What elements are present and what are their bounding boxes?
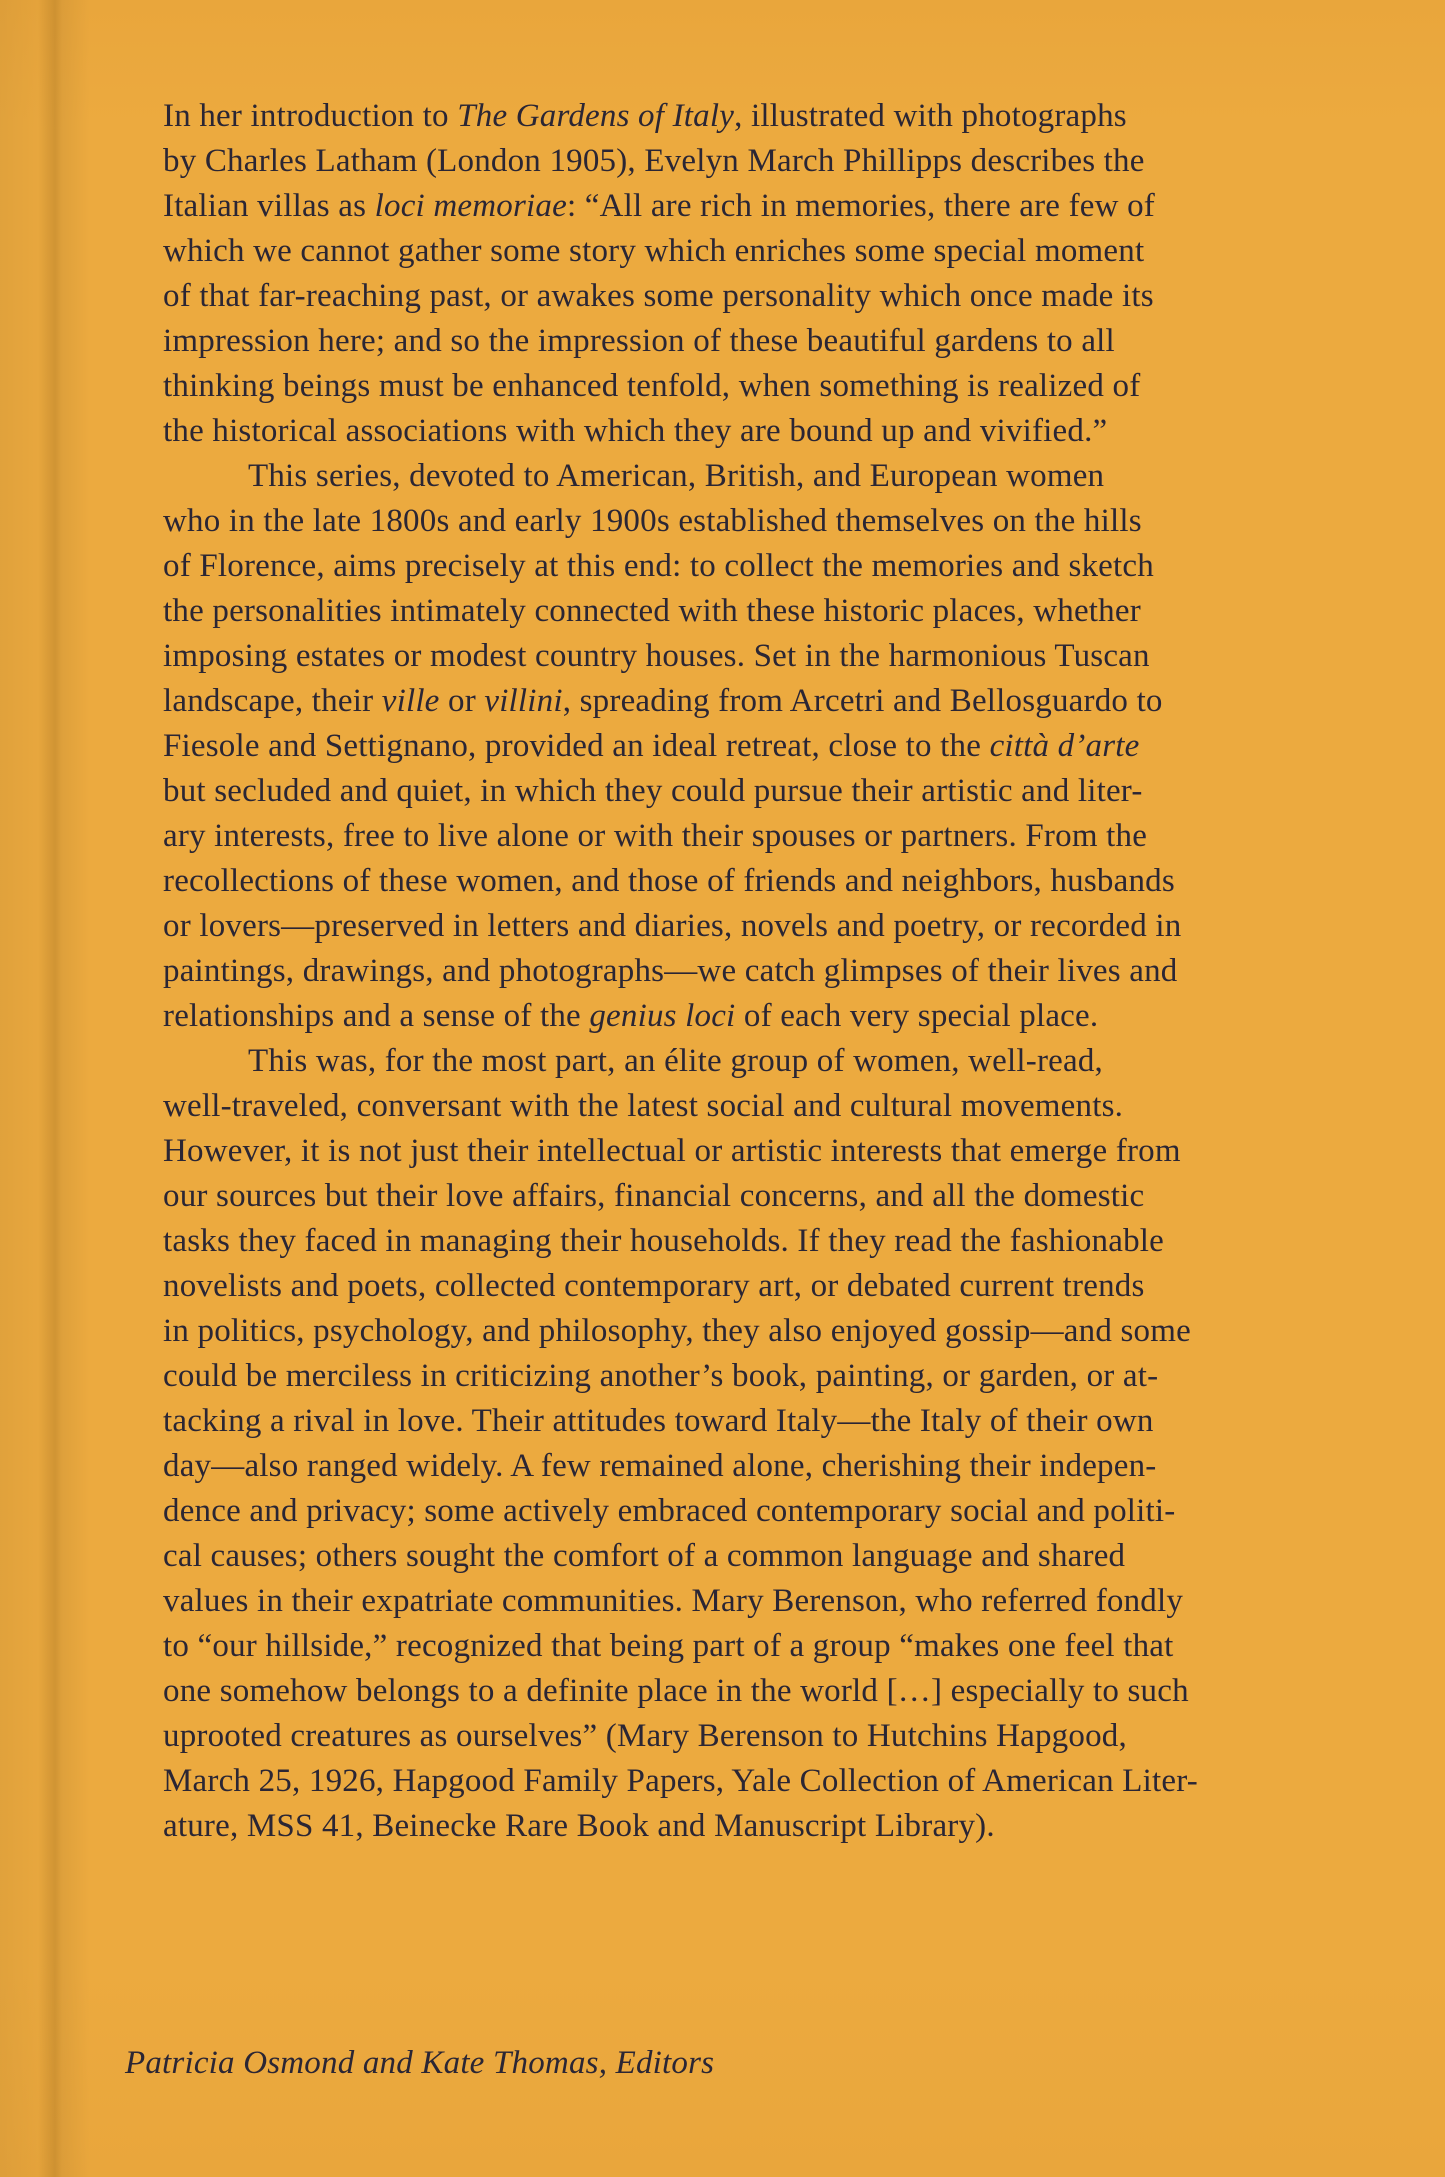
- text-segment: landscape, their: [163, 683, 382, 719]
- italic-text: genius loci: [589, 998, 736, 1034]
- text-line: [163, 499, 1353, 544]
- text-segment: in politics, psychology, and philosophy, they also enjoyed gossip—and some: [163, 1313, 1191, 1349]
- text-line: [163, 1534, 1353, 1579]
- text-segment: to “our hillside,” recognized that being part of a group “makes one feel that: [163, 1628, 1174, 1664]
- text-segment: uprooted creatures as ourselves” (Mary Berenson to Hutchins Hapgood,: [163, 1718, 1127, 1754]
- text-line: [163, 814, 1353, 859]
- text-segment: which we cannot gather some story which enriches some special moment: [163, 233, 1145, 269]
- paragraph: [163, 454, 1353, 1039]
- text-segment: day—also ranged widely. A few remained alone, cherishing their indepen-: [163, 1448, 1157, 1484]
- italic-text: The Gardens of Italy: [457, 98, 735, 134]
- text-segment: or: [439, 683, 485, 719]
- text-segment: March 25, 1926, Hapgood Family Papers, Yale Collection of American Liter-: [163, 1763, 1198, 1799]
- text-line: [163, 544, 1353, 589]
- text-line: [163, 589, 1353, 634]
- text-line: [163, 1579, 1353, 1624]
- text-line: [163, 319, 1353, 364]
- text-line: [163, 1354, 1353, 1399]
- text-line: [163, 409, 1353, 454]
- text-line: [163, 274, 1353, 319]
- text-line: [163, 1804, 1353, 1849]
- text-segment: impression here; and so the impression of these beautiful gardens to all: [163, 323, 1115, 359]
- text-segment: our sources but their love affairs, financial concerns, and all the domestic: [163, 1178, 1145, 1214]
- text-line: [163, 1759, 1353, 1804]
- text-segment: ature, MSS 41, Beinecke Rare Book and Manuscript Library).: [163, 1808, 995, 1844]
- text-segment: the personalities intimately connected with these historic places, whether: [163, 593, 1141, 629]
- text-line: [163, 229, 1353, 274]
- text-line: [163, 724, 1353, 769]
- text-segment: who in the late 1800s and early 1900s established themselves on the hills: [163, 503, 1142, 539]
- italic-text: ville: [381, 683, 440, 719]
- text-line: [163, 139, 1353, 184]
- text-segment: tacking a rival in love. Their attitudes toward Italy—the Italy of their own: [163, 1403, 1154, 1439]
- text-segment: imposing estates or modest country houses. Set in the harmonious Tuscan: [163, 638, 1150, 674]
- text-segment: thinking beings must be enhanced tenfold, when something is realized of: [163, 368, 1141, 404]
- text-segment: Italian villas as: [163, 188, 375, 224]
- text-segment: tasks they faced in managing their households. If they read the fashionable: [163, 1223, 1165, 1259]
- text-segment: novelists and poets, collected contemporary art, or debated current trends: [163, 1268, 1145, 1304]
- text-line: [163, 1669, 1353, 1714]
- text-line: [163, 634, 1353, 679]
- text-segment: could be merciless in criticizing another’s book, painting, or garden, or at-: [163, 1358, 1159, 1394]
- text-segment: recollections of these women, and those of friends and neighbors, husbands: [163, 863, 1175, 899]
- text-segment: : “All are rich in memories, there are few of: [566, 188, 1156, 224]
- text-segment: , spreading from Arcetri and Bellosguardo to: [562, 683, 1163, 719]
- text-segment: However, it is not just their intellectual or artistic interests that emerge from: [163, 1133, 1181, 1169]
- text-segment: ary interests, free to live alone or with their spouses or partners. From the: [163, 818, 1148, 854]
- paragraph: [163, 1039, 1353, 1849]
- text-line: [163, 364, 1353, 409]
- text-segment: of Florence, aims precisely at this end: to collect the memories and sketch: [163, 548, 1154, 584]
- italic-text: loci memoriae: [374, 188, 567, 224]
- editors-credit: Patricia Osmond and Kate Thomas, Editors: [125, 2045, 715, 2081]
- text-segment: Fiesole and Settignano, provided an ideal retreat, close to the: [163, 728, 990, 764]
- text-line: [163, 1309, 1353, 1354]
- text-line: [163, 1174, 1353, 1219]
- text-segment: cal causes; others sought the comfort of a common language and shared: [163, 1538, 1126, 1574]
- text-line: [163, 949, 1353, 994]
- text-line: [163, 859, 1353, 904]
- text-line: [163, 1219, 1353, 1264]
- text-line: [163, 184, 1353, 229]
- preface-text-block: [163, 94, 1353, 1849]
- text-line: [163, 1129, 1353, 1174]
- text-segment: dence and privacy; some actively embraced contemporary social and politi-: [163, 1493, 1176, 1529]
- text-segment: This was, for the most part, an élite group of women, well-read,: [248, 1043, 1103, 1079]
- paragraph: [163, 94, 1353, 454]
- text-line: [163, 1489, 1353, 1534]
- text-segment: the historical associations with which they are bound up and vivified.”: [163, 413, 1108, 449]
- text-line: [163, 1264, 1353, 1309]
- text-line: [163, 1444, 1353, 1489]
- text-segment: one somehow belongs to a definite place in the world […] especially to such: [163, 1673, 1189, 1709]
- text-line: [163, 769, 1353, 814]
- text-segment: of that far-reaching past, or awakes some personality which once made its: [163, 278, 1154, 314]
- text-segment: In her introduction to: [163, 98, 458, 134]
- text-segment: relationships and a sense of the: [163, 998, 590, 1034]
- text-line: [163, 904, 1353, 949]
- text-line: [163, 1084, 1353, 1129]
- text-line: [163, 679, 1353, 724]
- text-segment: of each very special place.: [735, 998, 1099, 1034]
- text-segment: This series, devoted to American, British, and European women: [248, 458, 1105, 494]
- text-segment: but secluded and quiet, in which they could pursue their artistic and liter-: [163, 773, 1143, 809]
- text-line: [163, 1714, 1353, 1759]
- text-line: [163, 1399, 1353, 1444]
- text-line: [163, 94, 1353, 139]
- text-segment: paintings, drawings, and photographs—we catch glimpses of their lives and: [163, 953, 1178, 989]
- text-segment: or lovers—preserved in letters and diaries, novels and poetry, or recorded in: [163, 908, 1182, 944]
- italic-text: città d’arte: [989, 728, 1140, 764]
- text-segment: by Charles Latham (London 1905), Evelyn March Phillipps describes the: [163, 143, 1145, 179]
- text-line: [163, 454, 1353, 499]
- text-line: [163, 994, 1353, 1039]
- text-segment: well-traveled, conversant with the latest social and cultural movements.: [163, 1088, 1124, 1124]
- italic-text: villini: [484, 683, 563, 719]
- text-line: [163, 1624, 1353, 1669]
- text-segment: values in their expatriate communities. Mary Berenson, who referred fondly: [163, 1583, 1184, 1619]
- text-segment: , illustrated with photographs: [734, 98, 1127, 134]
- text-line: [163, 1039, 1353, 1084]
